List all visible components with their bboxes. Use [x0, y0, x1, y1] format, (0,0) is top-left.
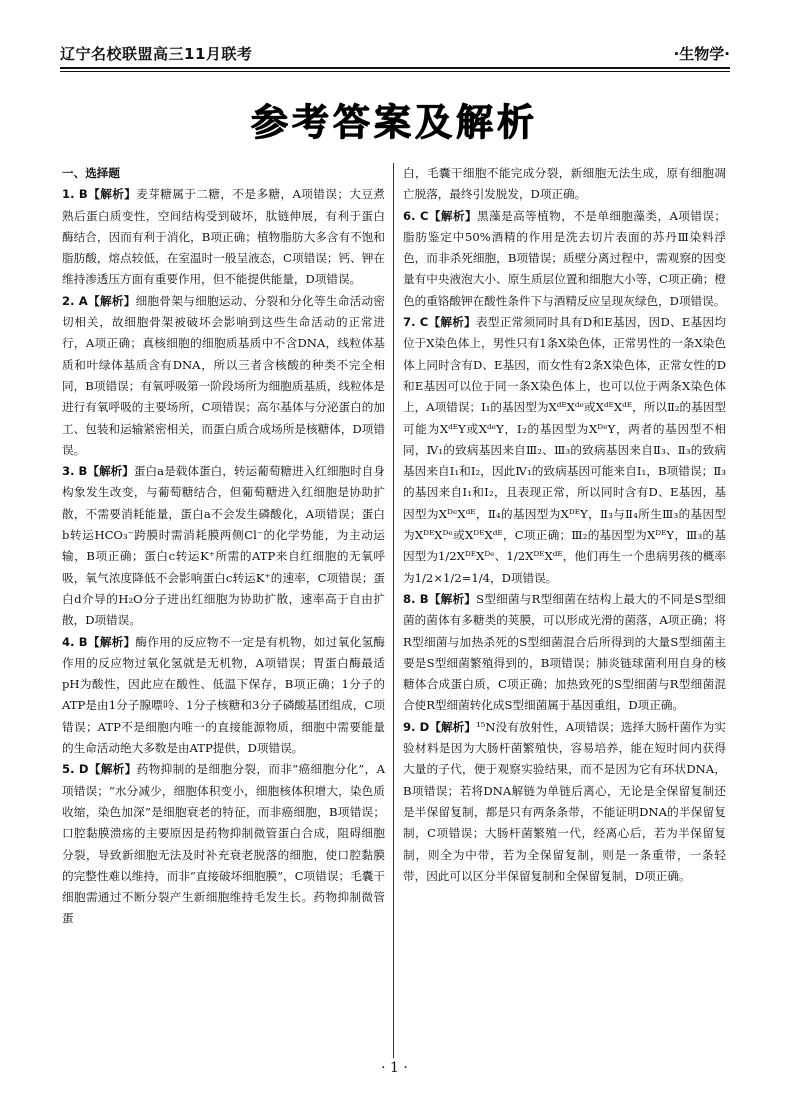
answer-explanation: 蛋白a是载体蛋白，转运葡萄糖进入红细胞时自身构象发生改变，与葡萄糖结合，但葡萄糖进入红细胞是协助扩散，不需要消耗能量，蛋白a不会发生磷酸化，A项错误；蛋白b转运HCO₃⁻跨膜时需消耗膜两侧Cl⁻的化学势能，为主动运输，B项正确；蛋白c转运K⁺所需的ATP来自红细胞的无氧呼吸，氧气浓度降低不会影响蛋白c转运K⁺的速率，C项错误；蛋白d介导的H₂O分子进出红细胞为协助扩散，速率高于自由扩散，D项错误。 [62, 464, 385, 628]
subject-name: ·生物学· [673, 45, 730, 63]
page-title: 参考答案及解析 [251, 101, 538, 144]
answer-tag: 8. B【解析】 [403, 591, 477, 606]
answer-item [403, 717, 726, 887]
answer-tag: 6. C【解析】 [403, 208, 478, 223]
answer-item [62, 632, 385, 760]
section-heading: 一、选择题 [62, 166, 120, 180]
answer-item [62, 759, 385, 929]
answer-explanation: 白，毛囊干细胞不能完成分裂，新细胞无法生成，原有细胞凋亡脱落，最终引发脱发，D项正确。 [403, 166, 726, 202]
answer-tag: 7. C【解析】 [403, 315, 477, 330]
answer-tag: 5. D【解析】 [62, 762, 137, 777]
answer-tag: 9. D【解析】 [403, 719, 477, 734]
answer-explanation: 麦芽糖属于二糖，不是多糖，A项错误；大豆煮熟后蛋白质变性，空间结构受到破坏，肽链伸展，有利于蛋白酶结合，因而有利于消化，B项正确；植物脂肪大多含有不饱和脂肪酸，熔点较低，在室温时一般呈液态，C项错误；钙、钾在维持渗透压方面有重要作用，但不能提供能量，D项错误。 [62, 187, 385, 287]
answer-explanation: ¹⁵N没有放射性，A项错误；选择大肠杆菌作为实验材料是因为大肠杆菌繁殖快，容易培养，能在短时间内获得大量的子代，便于观察实验结果，而不是因为它有环状DNA，B项错误；若将DNA解链为单链后离心，无论是全保留复制还是半保留复制，都是只有两条条带，不能证明DNA的半保留复制，C项错误；大肠杆菌繁殖一代，经离心后，若为半保留复制，则全为中带，若为全保留复制，则是一条重带，一条轻带，因此可以区分半保留复制和全保留复制，D项正确。 [403, 719, 726, 883]
left-column [62, 163, 385, 930]
answer-explanation: 黑藻是高等植物，不是单细胞藻类，A项错误；脂肪鉴定中50%酒精的作用是洗去切片表面的苏丹Ⅲ染料浮色，而非杀死细胞，B项错误；质壁分离过程中，需观察的因变量有中央液泡大小、原生质层位置和细胞大小等，C项正确；橙色的重铬酸钾在酸性条件下与酒精反应呈现灰绿色，D项错误。 [403, 208, 726, 308]
answer-item [403, 589, 726, 717]
column-divider [393, 163, 394, 1058]
answer-tag: 3. B【解析】 [62, 464, 134, 479]
answer-explanation: 表型正常须同时具有D和E基因，因D、E基因均位于X染色体上，男性只有1条X染色体，正常男性的一条X染色体上同时含有D、E基因，而女性有2条X染色体，正常女性的D和E基因可以位于同一条X染色体上，也可以位于两条X染色体上，A项错误；Ⅰ₁的基因型为XᵈᴱXᵈᵉ或XᵈᴱXᵈᴱ，所以Ⅱ₂的基因型可能为XᵈᴱY或XᵈᵉY，Ⅰ₂的基因型为XᴰᵉY，两者的基因型不相同，Ⅳ₁的致病基因来自Ⅲ₂、Ⅲ₃的致病基因来自Ⅱ₃、Ⅱ₃的致病基因来自Ⅰ₁和Ⅰ₂，因此Ⅳ₁的致病基因可能来自Ⅰ₁，B项错误；Ⅱ₃的基因来自Ⅰ₁和Ⅰ₂，且表现正常，所以同时含有D、E基因，基因型为XᴰᵉXᵈᴱ，Ⅱ₄的基因型为XᴰᴱY，Ⅱ₃与Ⅱ₄所生Ⅲ₃的基因型为XᴰᴱXᴰᵉ或XᴰᴱXᵈᴱ，C项正确；Ⅲ₂的基因型为XᴰᴱY，Ⅲ₃的基因型为1/2XᴰᴱXᴰᵉ、1/2XᴰᴱXᵈᴱ，他们再生一个患病男孩的概率为1/2×1/2=1/4，D项错误。 [403, 315, 726, 585]
header-rule-thin [60, 71, 730, 72]
answer-item [62, 461, 385, 631]
header-rule-thick [60, 67, 730, 69]
answer-explanation: S型细菌与R型细菌在结构上最大的不同是S型细菌的菌体有多糖类的荚膜，可以形成光滑的菌落，A项正确；将R型细菌与加热杀死的S型细菌混合后所得到的大量S型细菌主要是S型细菌繁殖得到的，B项错误；肺炎链球菌利用自身的核糖体合成蛋白质，C项正确；加热致死的S型细菌与R型细菌混合使R型细菌转化成S型细菌属于基因重组，D项正确。 [403, 591, 726, 713]
exam-name: 辽宁名校联盟高三11月联考 [60, 45, 253, 63]
answer-item [403, 206, 726, 312]
answer-explanation: 酶作用的反应物不一定是有机物，如过氧化氢酶作用的反应物过氧化氢就是无机物，A项错误；胃蛋白酶最适pH为酸性，因此应在酸性、低温下保存，B项正确；1分子的ATP是由1分子腺嘌呤、1分子核糖和3分子磷酸基团组成，C项错误；ATP不是细胞内唯一的直接能源物质，细胞中需要能量的生命活动绝大多数是由ATP提供，D项错误。 [62, 634, 385, 756]
answer-item [62, 184, 385, 290]
answer-tag: 1. B【解析】 [62, 187, 137, 202]
answer-item [62, 291, 385, 461]
answer-explanation: 药物抑制的是细胞分裂，而非“癌细胞分化”，A项错误；“水分减少，细胞体积变小，细胞核体积增大，染色质收缩，染色加深”是细胞衰老的特征，而非癌细胞，B项错误；口腔黏膜溃疡的主要原因是药物抑制微管蛋白合成，阻碍细胞分裂，导致新细胞无法及时补充衰老脱落的细胞，使口腔黏膜的完整性难以维持，而非“直接破坏细胞膜”，C项错误；毛囊干细胞需通过不断分裂产生新细胞维持毛发生长。药物抑制微管蛋 [62, 762, 385, 926]
answer-explanation: 细胞骨架与细胞运动、分裂和分化等生命活动密切相关，故细胞骨架被破坏会影响到这些生命活动的正常进行，A项正确；真核细胞的细胞质基质中不含DNA，线粒体基质和叶绿体基质含有DNA，所以三者含核酸的种类不完全相同，B项错误；有氧呼吸第一阶段场所为细胞质基质，线粒体是进行有氧呼吸的主要场所，C项错误；高尔基体与分泌蛋白的加工、包装和运输紧密相关，而蛋白质合成场所是核糖体，D项错误。 [62, 293, 385, 457]
page-header [60, 43, 730, 65]
page-number: · 1 · [381, 1060, 408, 1076]
answer-tag: 4. B【解析】 [62, 634, 136, 649]
answer-tag: 2. A【解析】 [62, 293, 136, 308]
answer-item [403, 163, 726, 206]
right-column [403, 163, 726, 887]
answer-item [403, 312, 726, 589]
